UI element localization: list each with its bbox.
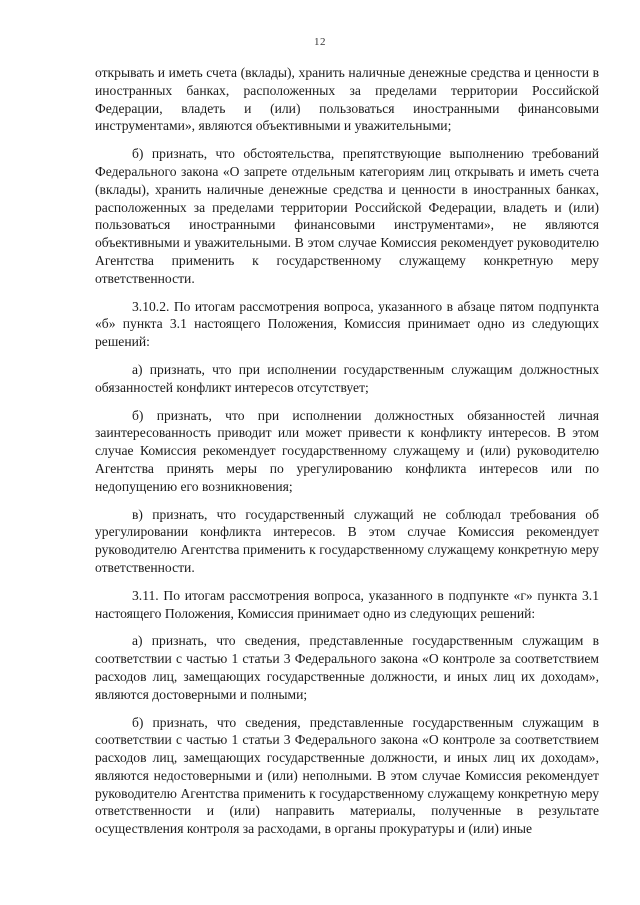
paragraph-item-b-2: б) признать, что при исполнении должностных обязанностей личная заинтересованность приводит или может привести к конфликту интересов. В этом случае Комиссия рекомендует государственному служащему и (или) руководителю Агентства принять меры по урегулированию конфликта интересов или по недопущению его возникновения; — [95, 407, 599, 494]
paragraph-item-b-1: б) признать, что обстоятельства, препятствующие выполнению требований Федерального закона «О запрете отдельным категориям лиц открывать и иметь счета (вклады), хранить наличные денежные средства и ценности в иностранных банках, расположенных за пределами территории Российской Федерации, владеть и (или) пользоваться иностранными финансовыми инструментами», не являются объективными и уважительными. В этом случае Комиссия рекомендует руководителю Агентства применить к государственному служащему конкретную меру ответственности. — [95, 146, 599, 286]
document-body — [95, 64, 599, 848]
paragraph-section-3-11: 3.11. По итогам рассмотрения вопроса, указанного в подпункте «г» пункта 3.1 настоящего Положения, Комиссия принимает одно из следующих решений: — [95, 587, 599, 621]
paragraph-item-v: в) признать, что государственный служащий не соблюдал требования об урегулировании конфликта интересов. В этом случае Комиссия рекомендует руководителю Агентства применить к государственному служащему конкретную меру ответственности. — [95, 506, 599, 575]
paragraph-item-a-2: а) признать, что сведения, представленные государственным служащим в соответствии с частью 1 статьи 3 Федерального закона «О контроле за соответствием расходов лиц, замещающих государственные должности, и иных лиц их доходам», являются достоверными и полными; — [95, 633, 599, 702]
paragraph-continuation: открывать и иметь счета (вклады), хранить наличные денежные средства и ценности в иностранных банках, расположенных за пределами территории Российской Федерации, владеть и (или) пользоваться иностранными финансовыми инструментами», являются объективными и уважительными; — [95, 65, 599, 134]
page-number: 12 — [314, 36, 326, 48]
paragraph-section-3-10-2: 3.10.2. По итогам рассмотрения вопроса, указанного в абзаце пятом подпункта «б» пункта 3.1 настоящего Положения, Комиссия принимает одно из следующих решений: — [95, 298, 599, 350]
paragraph-item-b-3: б) признать, что сведения, представленные государственным служащим в соответствии с частью 1 статьи 3 Федерального закона «О контроле за соответствием расходов лиц, замещающих государственные должности, и иных лиц их доходам», являются недостоверными и (или) неполными. В этом случае Комиссия рекомендует руководителю Агентства применить к государственному служащему конкретную меру ответственности и (или) направить материалы, полученные в результате осуществления контроля за расходами, в органы прокуратуры и (или) иные — [95, 714, 599, 837]
paragraph-item-a-1: а) признать, что при исполнении государственным служащим должностных обязанностей конфликт интересов отсутствует; — [95, 361, 599, 395]
